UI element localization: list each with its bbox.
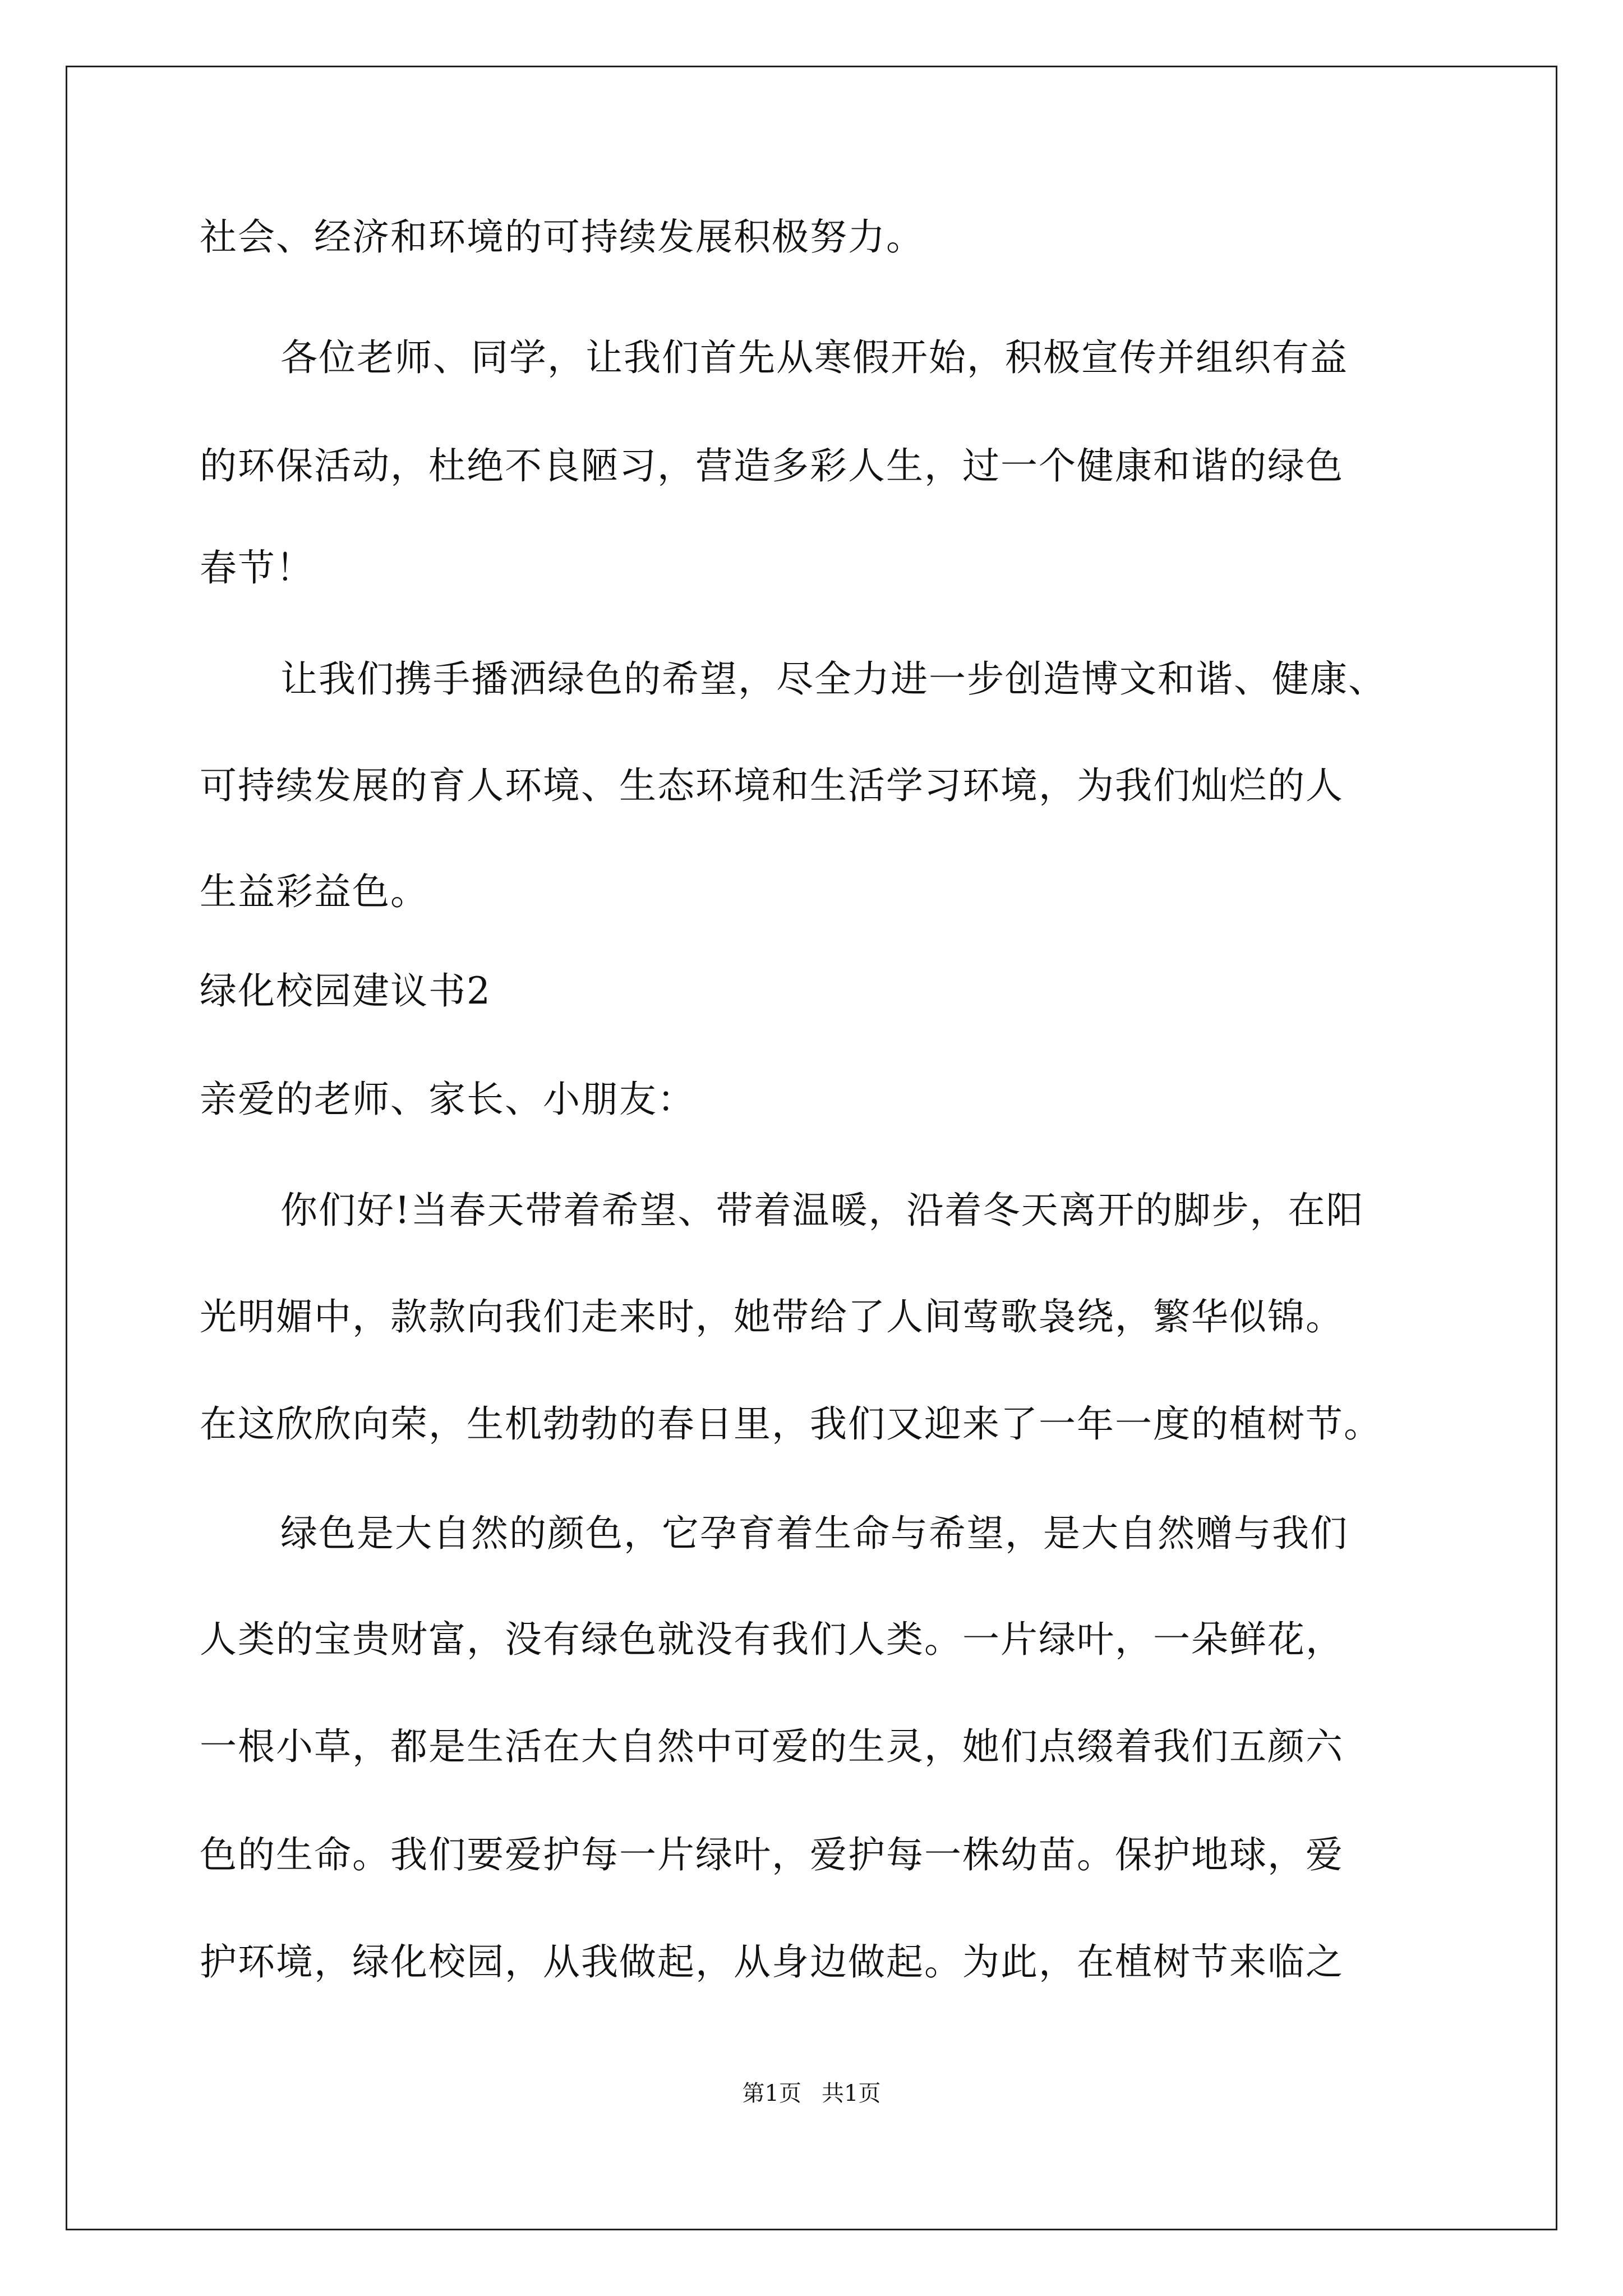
text-line: 绿色是大自然的颜色，它孕育着生命与希望，是大自然赠与我们 — [280, 1512, 1348, 1555]
text-line: 光明媚中，款款向我们走来时，她带给了人间莺歌袅绕，繁华似锦。 — [200, 1295, 1344, 1338]
text-line: 生益彩益色。 — [200, 870, 428, 913]
text-line: 一根小草，都是生活在大自然中可爱的生灵，她们点缀着我们五颜六 — [200, 1725, 1344, 1768]
text-line: 在这欣欣向荣，生机勃勃的春日里，我们又迎来了一年一度的植树节。 — [200, 1402, 1382, 1446]
text-line: 护环境，绿化校园，从我做起，从身边做起。为此，在植树节来临之 — [200, 1940, 1344, 1984]
salutation: 亲爱的老师、家长、小朋友： — [200, 1078, 695, 1121]
text-line: 让我们携手播洒绿色的希望，尽全力进一步创造博文和谐、健康、 — [280, 657, 1386, 701]
page-footer — [0, 2079, 1623, 2108]
text-line: 人类的宝贵财富，没有绿色就没有我们人类。一片绿叶，一朵鲜花， — [200, 1618, 1344, 1661]
section-heading: 绿化校园建议书2 — [200, 969, 491, 1013]
page-border — [66, 66, 1557, 2230]
text-line: 你们好!当春天带着希望、带着温暖，沿着冬天离开的脚步，在阳 — [280, 1189, 1364, 1232]
text-line: 色的生命。我们要爱护每一片绿叶，爱护每一株幼苗。保护地球，爱 — [200, 1833, 1344, 1876]
text-line: 可持续发展的育人环境、生态环境和生活学习环境，为我们灿烂的人 — [200, 764, 1344, 807]
text-line: 各位老师、同学，让我们首先从寒假开始，积极宣传并组织有益 — [280, 336, 1348, 379]
text-line: 的环保活动，杜绝不良陋习，营造多彩人生，过一个健康和谐的绿色 — [200, 444, 1344, 487]
text-line: 春节！ — [200, 546, 314, 590]
text-line: 社会、经济和环境的可持续发展积极努力。 — [200, 215, 924, 259]
page-count: 共1页 — [822, 2081, 881, 2106]
page-number: 第1页 — [742, 2081, 801, 2106]
